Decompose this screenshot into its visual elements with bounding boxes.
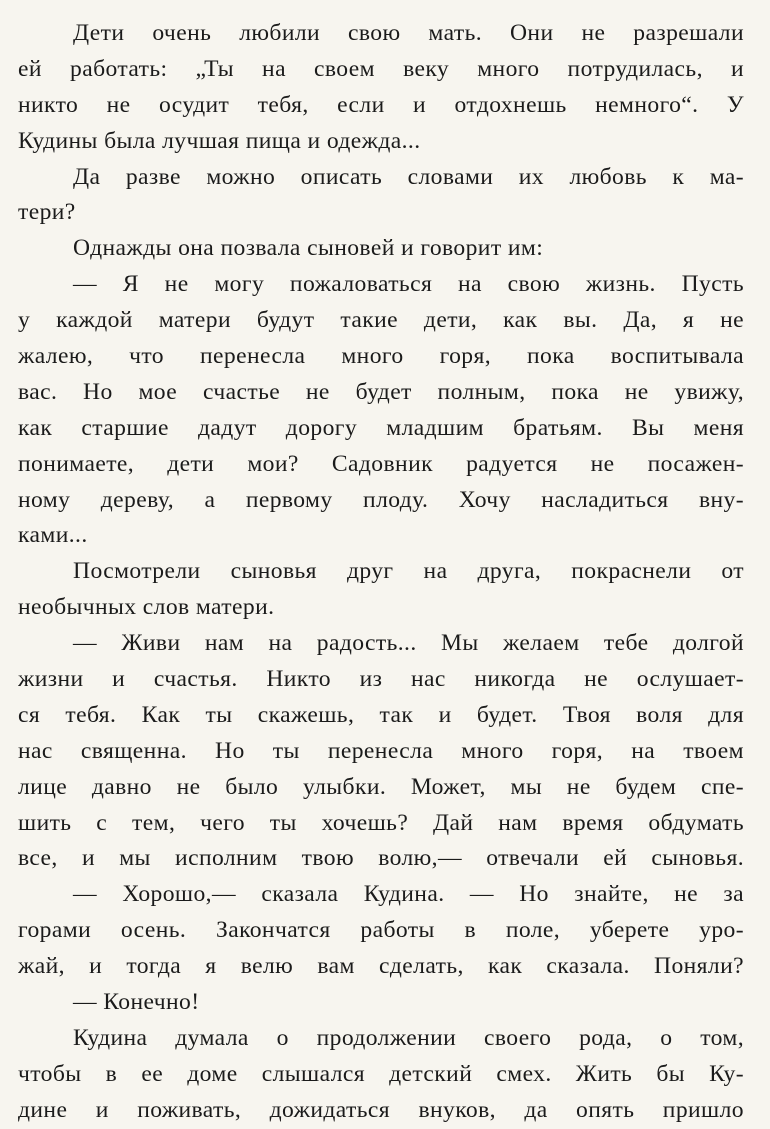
text-line: Однажды она позвала сыновей и говорит им: [73, 235, 544, 262]
text-line: ся тебя. Как ты скажешь, так и будет. Твоя воля для [18, 701, 744, 728]
text-line: Посмотрели сыновья друг на друга, покраснели от [73, 558, 744, 585]
text-line: чтобы в ее доме слышался детский смех. Жить бы Ку- [18, 1060, 744, 1087]
text-line: все, и мы исполним твою волю,— отвечали ей сыновья. [18, 845, 744, 872]
text-line: как старшие дадут дорогу младшим братьям. Вы меня [18, 414, 744, 441]
text-line: лице давно не было улыбки. Может, мы не будем спе- [18, 773, 744, 800]
text-line: Кудины была лучшая пища и одежда... [18, 127, 421, 154]
text-line: — Я не могу пожаловаться на свою жизнь. Пусть [73, 271, 744, 298]
text-line: дине и поживать, дожидаться внуков, да опять пришло [18, 1096, 744, 1123]
text-line: у каждой матери будут такие дети, как вы. Да, я не [18, 307, 744, 334]
text-line: Да разве можно описать словами их любовь к ма- [73, 163, 744, 190]
text-line: жай, и тогда я велю вам сделать, как сказала. Поняли? [18, 953, 744, 980]
text-line: Дети очень любили свою мать. Они не разрешали [73, 20, 744, 46]
text-line: — Живи нам на радость... Мы желаем тебе долгой [73, 630, 744, 657]
text-line: — Конечно! [73, 989, 200, 1016]
text-line: ками... [18, 522, 88, 549]
text-line: шить с тем, чего ты хочешь? Дай нам время обдумать [18, 809, 744, 836]
text-line: — Хорошо,— сказала Кудина. — Но знайте, не за [73, 881, 744, 908]
text-line: горами осень. Закончатся работы в поле, уберете уро- [18, 917, 744, 944]
text-line: жалею, что перенесла много горя, пока воспитывала [18, 343, 744, 370]
text-line: Кудина думала о продолжении своего рода, о том, [73, 1024, 744, 1051]
text-line: тери? [18, 199, 76, 226]
text-line: жизни и счастья. Никто из нас никогда не ослушает- [18, 666, 744, 693]
text-line: ей работать: „Ты на своем веку много потрудилась, и [18, 55, 744, 82]
text-line: никто не осудит тебя, если и отдохнешь немного“. У [18, 91, 744, 118]
text-line: необычных слов матери. [18, 594, 275, 621]
text-line: нас священна. Но ты перенесла много горя, на твоем [18, 737, 744, 764]
text-line: ному дереву, а первому плоду. Хочу насладиться вну- [18, 486, 744, 513]
text-line: вас. Но мое счастье не будет полным, пока не увижу, [18, 378, 744, 405]
text-line: понимаете, дети мои? Садовник радуется не посажен- [18, 450, 744, 477]
